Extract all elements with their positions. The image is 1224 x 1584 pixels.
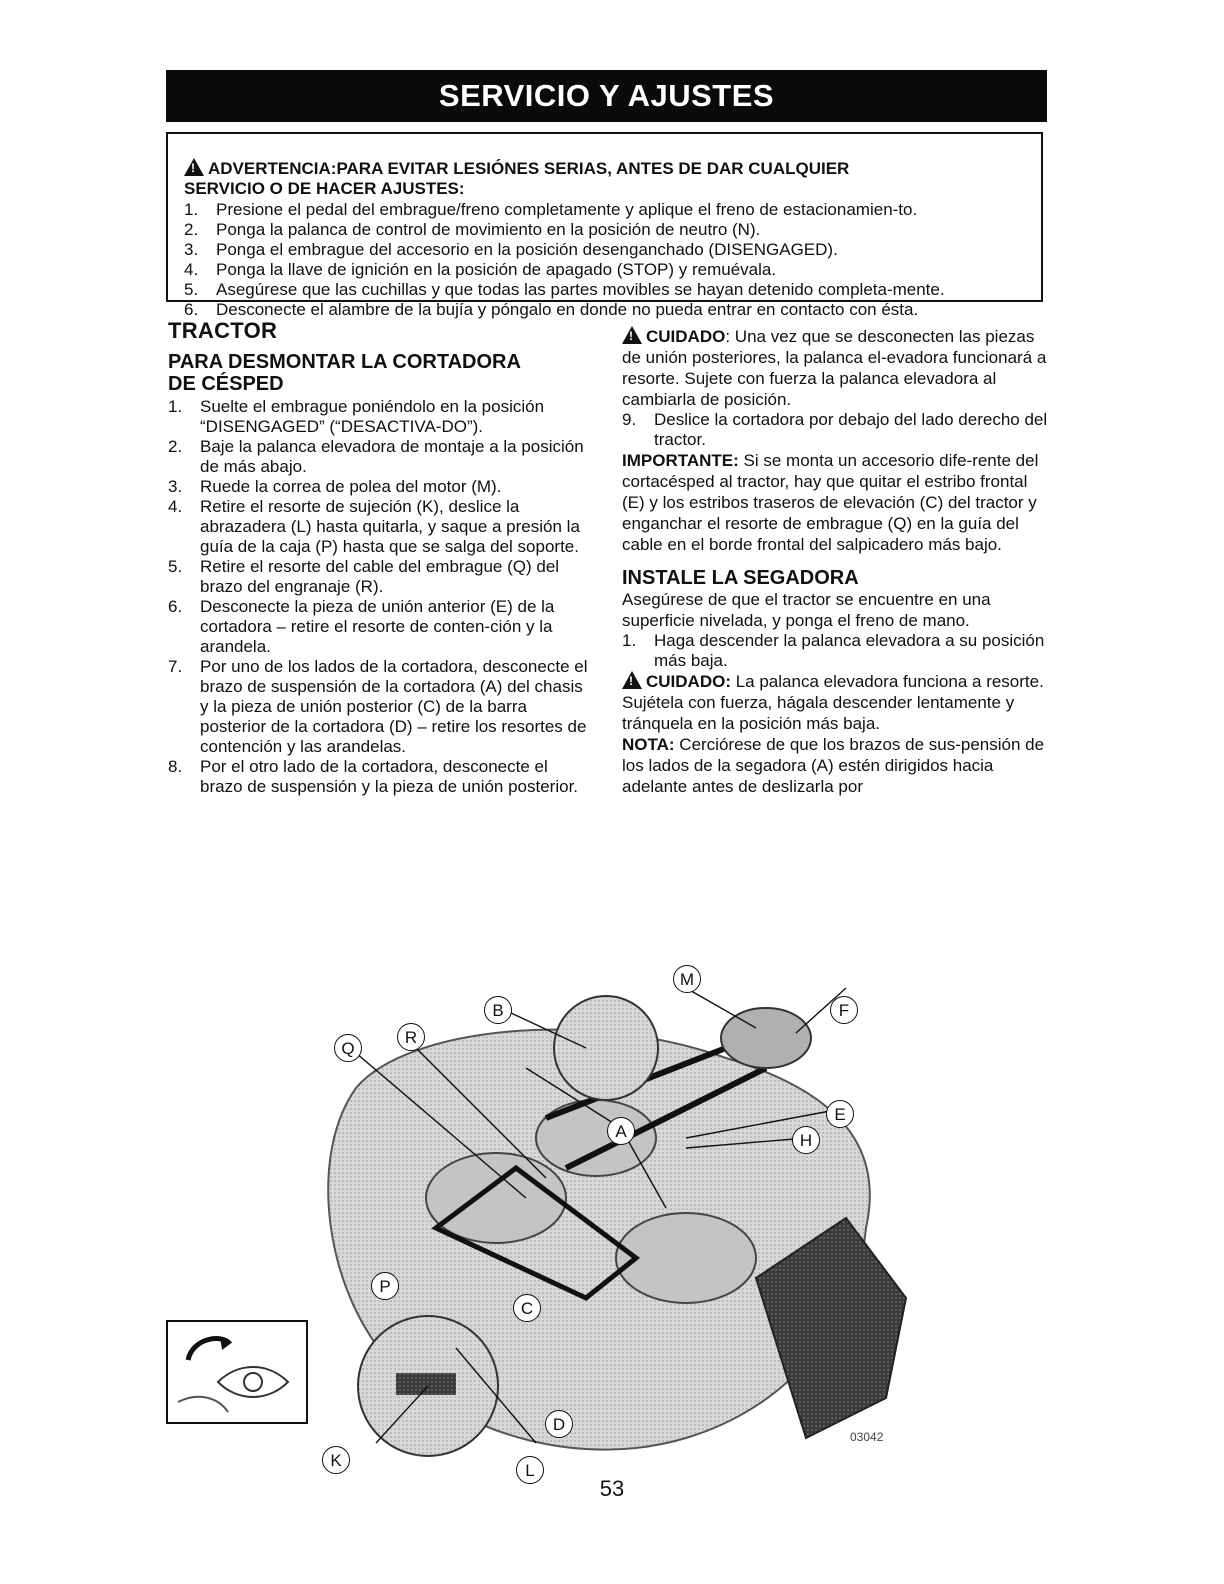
right-column [622,320,1052,797]
list-item: 5. Retire el resorte del cable del embrague (Q) del brazo del engranaje (R). [168,557,560,596]
callout-q: Q [334,1034,362,1062]
list-item: 2. Baje la palanca elevadora de montaje a la posición de más abajo. [168,437,584,476]
callout-r: R [397,1023,425,1051]
list-item: 4. Retire el resorte de sujeción (K), deslice la abrazadera (L) hasta quitarla, y saque a presión la guía de la caja (P) hasta que se salga del soporte. [168,497,580,556]
callout-a: A [607,1117,635,1145]
list-item: 1. Haga descender la palanca elevadora a su posición más baja. [622,631,1045,670]
list-item: 2. Ponga la palanca de control de movimiento en la posición de neutro (N). [184,220,761,239]
callout-c: C [513,1294,541,1322]
list-item: 1. Presione el pedal del embrague/freno completamente y aplique el freno de estacionamien-to. [184,200,918,219]
caution-triangle-icon [622,326,642,344]
list-item: 9. Deslice la cortadora por debajo del lado derecho del tractor. [622,410,1048,449]
warning-heading [184,158,1024,199]
callout-f: F [830,996,858,1024]
spindle-left [426,1153,566,1243]
warning-triangle-icon [184,158,204,176]
install-title: INSTALE LA SEGADORA [622,567,859,589]
warning-steps [184,200,1014,320]
detail-circle-b [554,996,658,1100]
remove-step-9 [622,410,1052,450]
caution2-triangle-icon [622,671,642,689]
list-item: 6. Desconecte el alambre de la bujía y póngalo en donde no pueda entrar en contacto con ésta. [184,300,919,319]
list-item: 6. Desconecte la pieza de unión anterior (E) de la cortadora – retire el resorte de conten-ción y la arandela. [168,597,555,656]
note-paragraph: NOTA: Cerciórese de que los brazos de sus-pensión de los lados de la segadora (A) estén dirigidos hacia adelante antes de deslizarla por [622,735,1045,796]
engine-pulley [721,1008,811,1068]
warning-heading-line1: ADVERTENCIA:PARA EVITAR LESIÓNES SERIAS, ANTES DE DAR CUALQUIER [208,159,850,178]
warning-box [166,132,1043,319]
caution2-paragraph: !CUIDADO: La palanca elevadora funciona a resorte. Sujétela con fuerza, hágala descender lentamente y tránquela en la posición más baja. [622,671,1052,734]
warning-heading-line2: SERVICIO O DE HACER AJUSTES: [184,179,465,198]
install-steps [622,631,1052,671]
list-item: 3. Ponga el embrague del accesorio en la posición desenganchado (DISENGAGED). [184,240,838,259]
section-title: TRACTOR [168,318,278,343]
callout-l: L [516,1456,544,1484]
page-number: 53 [599,1476,625,1501]
callout-k: K [322,1446,350,1474]
list-item: 1. Suelte el embrague poniéndolo en la posición “DISENGAGED” (“DESACTIVA-DO”). [168,397,545,436]
callout-h: H [792,1126,820,1154]
figure-code: 03042 [850,1430,884,1444]
callout-b: B [484,996,512,1024]
hairpin-inset-box [166,1320,308,1424]
list-item: 7. Por uno de los lados de la cortadora, desconecte el brazo de suspensión de la cortadora (A) del chasis y la pieza de unión posterior (C) de la barra posterior de la cortadora (D) – retire los resortes de contención y las arandelas. [168,657,588,756]
callout-m: M [673,965,701,993]
mower-deck-illustration [166,968,1066,1513]
page-banner: SERVICIO Y AJUSTES [166,70,1047,122]
remove-steps [168,397,588,797]
callout-e: E [826,1100,854,1128]
caution-paragraph: !CUIDADO: Una vez que se desconecten las piezas de unión posteriores, la palanca el-evadora funcionará a resorte. Sujete con fuerza la palanca elevadora al cambiarla de posición. [622,326,1052,410]
list-item: 8. Por el otro lado de la cortadora, desconecte el brazo de suspensión y la pieza de unión posterior. [168,757,579,796]
hairpin-icon [168,1322,306,1422]
list-item: 3. Ruede la correa de polea del motor (M). [168,477,502,496]
install-intro: Asegúrese de que el tractor se encuentre en una superficie nivelada, y ponga el freno de mano. [622,590,991,630]
callout-d: D [545,1410,573,1438]
left-column [168,320,588,797]
callout-p: P [371,1272,399,1300]
subsection-title: PARA DESMONTAR LA CORTADORA DE CÉSPED [168,351,521,395]
important-paragraph: IMPORTANTE: Si se monta un accesorio dife-rente del cortacésped al tractor, hay que quitar el estribo frontal (E) y los estribos traseros de elevación (C) del tractor y enganchar el resorte de embrague (Q) en la guía del cable en el borde frontal del salpicadero más bajo. [622,451,1039,554]
list-item: 5. Asegúrese que las cuchillas y que todas las partes movibles se hayan detenido completa-mente. [184,280,945,299]
list-item: 4. Ponga la llave de ignición en la posición de apagado (STOP) y remuévala. [184,260,777,279]
